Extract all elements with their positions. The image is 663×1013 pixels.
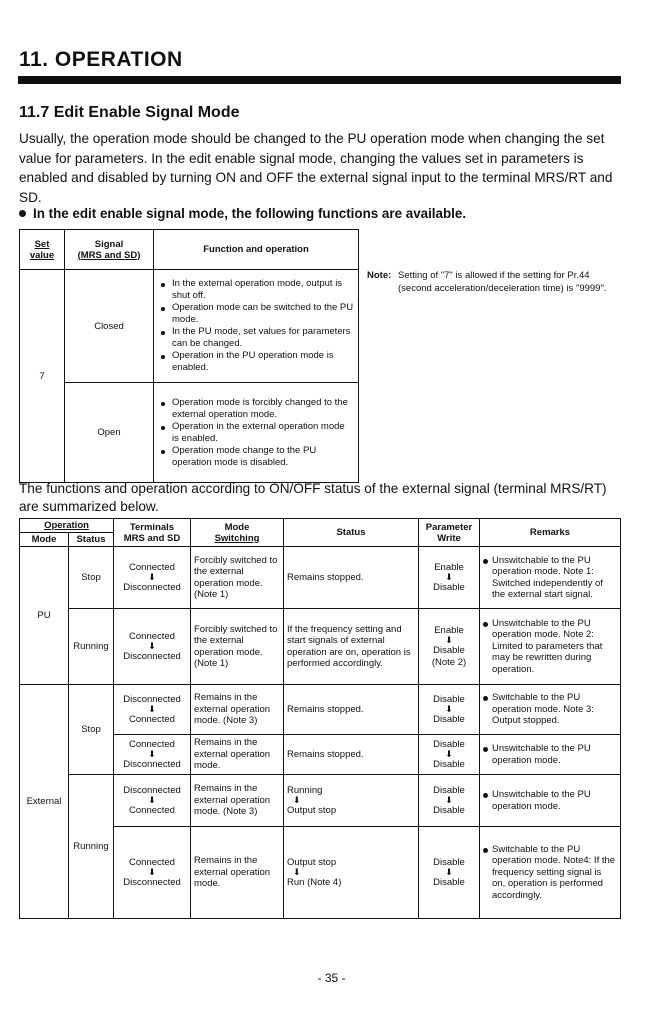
switching-cell: Remains in the external operation mode. (191, 735, 284, 775)
header-signal: Signal (MRS and SD) (65, 230, 154, 270)
remarks-cell: Unswitchable to the PU operation mode. (480, 735, 621, 775)
edit-enable-table (19, 229, 359, 483)
list-item: In the external operation mode, output is shut off. (160, 278, 354, 302)
note-label: Note: (367, 270, 392, 281)
switching-cell: Remains in the external operation mode. (Note 3) (191, 775, 284, 827)
terminal-cell: Connected ⬇ Disconnected (114, 735, 191, 775)
intro-paragraph: Usually, the operation mode should be changed to the PU operation mode when changing the set value for parameters. In the edit enable signal mode, changing the values set in parameters is enabled and disabled by turning ON and OFF the external signal input to the terminal MRS/RT and SD. (19, 131, 613, 205)
remarks-cell: Switchable to the PU operation mode. Note4: If the frequency setting signal is on, operation is performed accordingly. (480, 827, 621, 919)
header-parameter-write: Parameter Write (419, 519, 480, 547)
signal-open: Open (65, 383, 154, 483)
write-cell: Disable ⬇ Disable (419, 827, 480, 919)
write-cell: Disable ⬇ Disable (419, 735, 480, 775)
write-cell: Enable ⬇ Disable (419, 547, 480, 609)
down-arrow-icon: ⬇ (148, 704, 156, 714)
switching-cell: Forcibly switched to the external operation mode. (Note 1) (191, 609, 284, 685)
page-number: - 35 - (317, 971, 346, 985)
header-op-status: Status (69, 533, 114, 547)
bullet-heading-text: In the edit enable signal mode, the following functions are available. (33, 206, 467, 221)
terminal-cell: Connected ⬇ Disconnected (114, 609, 191, 685)
terminal-cell: Disconnected ⬇ Connected (114, 775, 191, 827)
down-arrow-icon: ⬇ (148, 572, 156, 582)
remarks-cell: Unswitchable to the PU operation mode. Note 1: Switched independently of the external start signal. (480, 547, 621, 609)
closed-functions (154, 270, 359, 383)
result-cell: Remains stopped. (284, 735, 419, 775)
down-arrow-icon: ⬇ (445, 795, 453, 805)
section-title: 11.7 Edit Enable Signal Mode (19, 104, 240, 121)
switching-cell: Remains in the external operation mode. (191, 827, 284, 919)
mode-external: External (20, 685, 69, 919)
signal-closed: Closed (65, 270, 154, 383)
remarks-cell: Unswitchable to the PU operation mode. (480, 775, 621, 827)
write-cell: Disable ⬇ Disable (419, 775, 480, 827)
bullet-icon (19, 210, 26, 217)
status-cell: Running (69, 775, 114, 919)
mode-summary-table (19, 518, 621, 919)
write-cell: Enable ⬇ Disable (Note 2) (419, 609, 480, 685)
status-cell: Stop (69, 685, 114, 775)
down-arrow-icon: ⬇ (148, 749, 156, 759)
result-cell: If the frequency setting and start signals of external operation are on, operation is performed accordingly. (284, 609, 419, 685)
status-cell: Stop (69, 547, 114, 609)
result-cell: Remains stopped. (284, 685, 419, 735)
list-item: Operation mode can be switched to the PU mode. (160, 302, 354, 326)
result-cell: Output stop ⬇ Run (Note 4) (284, 827, 419, 919)
chapter-title: 11. OPERATION (19, 48, 183, 71)
result-cell: Remains stopped. (284, 547, 419, 609)
mode-pu: PU (20, 547, 69, 685)
header-remarks: Remarks (480, 519, 621, 547)
remarks-cell: Switchable to the PU operation mode. Note 3: Output stopped. (480, 685, 621, 735)
header-mode: Mode (20, 533, 69, 547)
list-item: In the PU mode, set values for parameters can be changed. (160, 326, 354, 350)
down-arrow-icon: ⬇ (293, 867, 301, 877)
header-mode-switching: Mode Switching (191, 519, 284, 547)
summary-paragraph: The functions and operation according to ON/OFF status of the external signal (terminal MRS/RT) are summarized below. (19, 481, 607, 514)
header-status: Status (284, 519, 419, 547)
switching-cell: Remains in the external operation mode. (Note 3) (191, 685, 284, 735)
write-cell: Disable ⬇ Disable (419, 685, 480, 735)
header-terminals: Terminals MRS and SD (114, 519, 191, 547)
down-arrow-icon: ⬇ (445, 867, 453, 877)
list-item: Operation in the PU operation mode is enabled. (160, 350, 354, 374)
bullet-heading (19, 206, 466, 221)
terminal-cell: Disconnected ⬇ Connected (114, 685, 191, 735)
open-functions (154, 383, 359, 483)
chapter-rule (18, 76, 621, 84)
down-arrow-icon: ⬇ (445, 635, 453, 646)
terminal-cell: Connected ⬇ Disconnected (114, 547, 191, 609)
switching-cell: Forcibly switched to the external operation mode. (Note 1) (191, 547, 284, 609)
down-arrow-icon: ⬇ (445, 704, 453, 714)
note-text: Setting of "7" is allowed if the setting for Pr.44 (second acceleration/deceleration time) is "9999". (398, 270, 607, 294)
header-set-value: Set value (20, 230, 65, 270)
down-arrow-icon: ⬇ (445, 749, 453, 759)
list-item: Operation in the external operation mode is enabled. (160, 421, 354, 445)
down-arrow-icon: ⬇ (148, 795, 156, 805)
note-box (367, 269, 617, 295)
down-arrow-icon: ⬇ (148, 867, 156, 877)
list-item: Operation mode is forcibly changed to the external operation mode. (160, 397, 354, 421)
list-item: Operation mode change to the PU operation mode is disabled. (160, 445, 354, 469)
header-operation: Operation (20, 519, 114, 533)
terminal-cell: Connected ⬇ Disconnected (114, 827, 191, 919)
remarks-cell: Unswitchable to the PU operation mode. Note 2: Limited to parameters that may be rewritten during operation. (480, 609, 621, 685)
header-function: Function and operation (154, 230, 359, 270)
down-arrow-icon: ⬇ (445, 572, 453, 582)
down-arrow-icon: ⬇ (293, 795, 301, 805)
set-value-cell: 7 (20, 270, 65, 483)
result-cell: Running ⬇ Output stop (284, 775, 419, 827)
down-arrow-icon: ⬇ (148, 641, 156, 651)
status-cell: Running (69, 609, 114, 685)
